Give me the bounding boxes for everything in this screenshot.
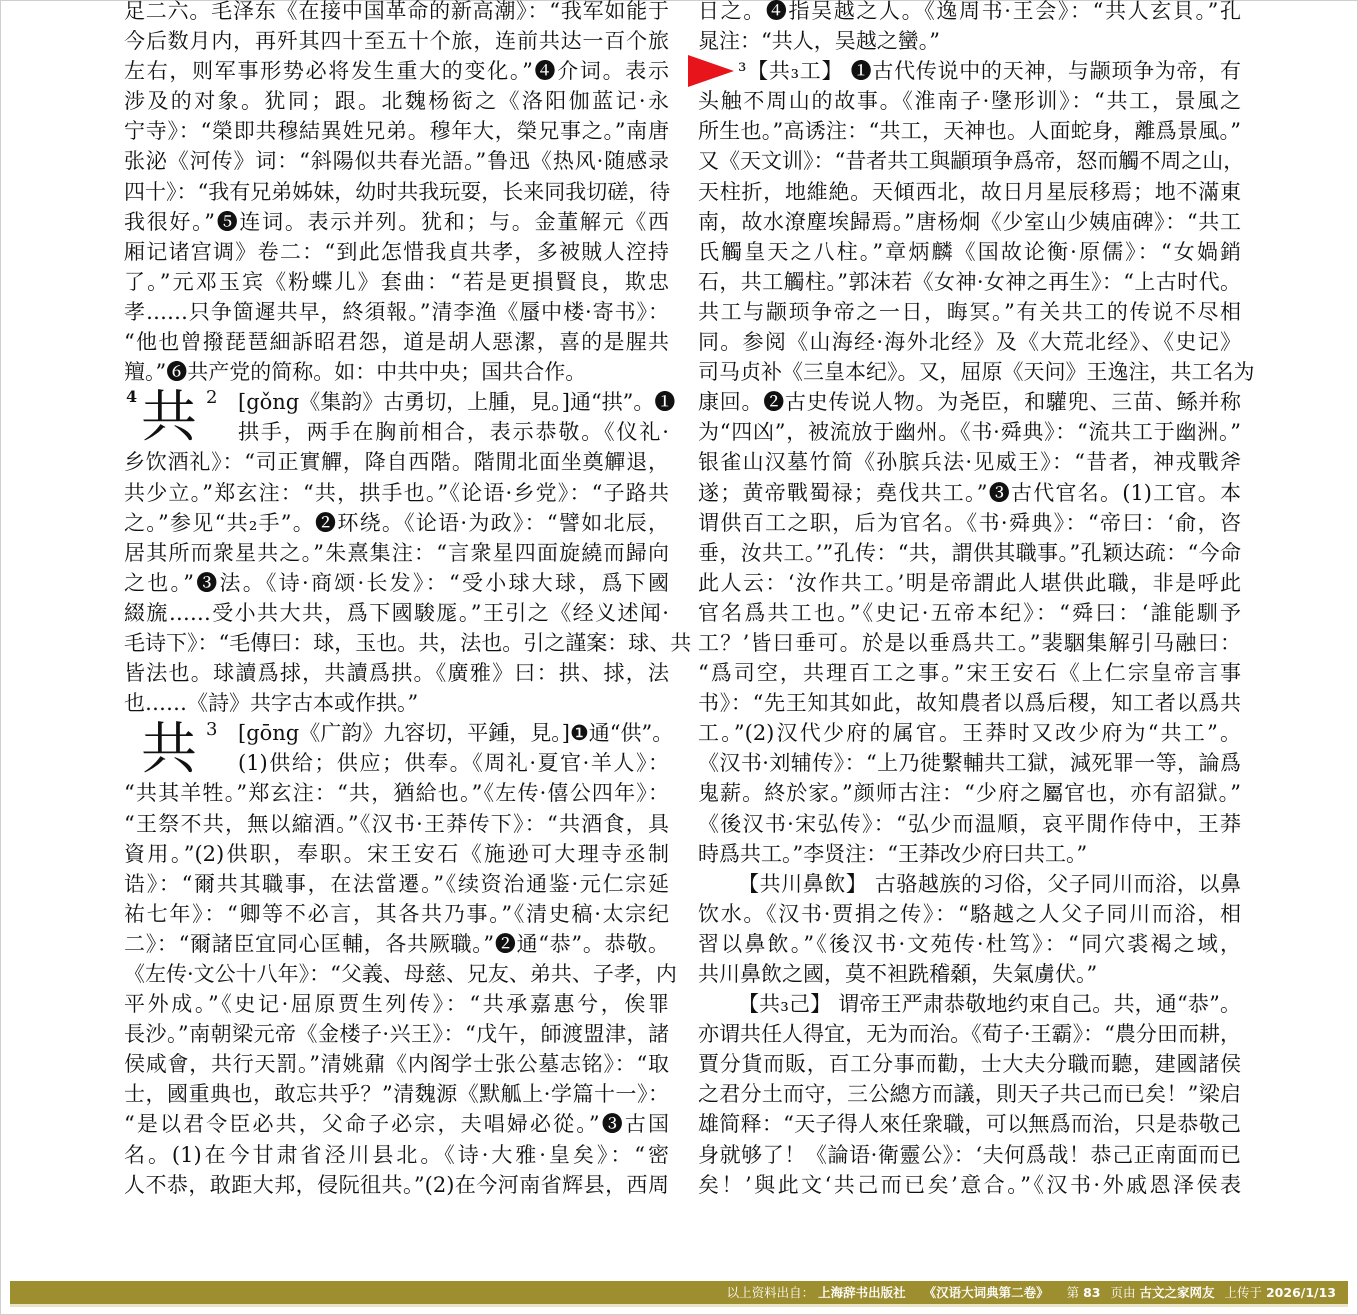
- text-line: 雄简释：“天子得人來任衆職，可以無爲而治，只是恭敬己: [698, 1112, 1241, 1137]
- upload-label: 上传于: [1224, 1285, 1262, 1300]
- text-line: 又《天文训》：“昔者共工與顓頊争爲帝，怒而觸不周之山，: [698, 149, 1245, 174]
- text-line: “是以君令臣必共，父命子必宗，夫唱婦必從。”❸古国: [124, 1112, 669, 1137]
- text-line: 饮水。《汉书·贾捐之传》：“駱越之人父子同川而浴，相: [698, 901, 1241, 926]
- text-line: “爲司空，共理百工之事。”宋王安石《上仁宗皇帝言事: [698, 661, 1241, 686]
- headword-char: 共: [141, 717, 197, 782]
- text-line: 之也。”❸法。《诗·商颂·长发》：“受小球大球，爲下國: [124, 570, 669, 595]
- text-line: 天柱折，地維絶。天傾西北，故日月星辰移焉；地不滿東: [698, 179, 1241, 204]
- text-line: 晁注：“共人，吴越之蠻。”: [698, 29, 940, 54]
- text-line: 習以鼻飲。”《後汉书·文苑传·杜笃》：“同穴裘褐之域，: [698, 931, 1241, 956]
- text-line: 康回。❷古史传说人物。为尧臣，和驩兜、三苗、鲧并称: [698, 390, 1241, 415]
- text-line: 四十》：“我有兄弟姊妹，幼时共我玩耍，长来同我切磋，待: [124, 179, 671, 204]
- text-line: 同。参阅《山海经·海外北经》及《大荒北经》、《史记》: [698, 330, 1241, 355]
- text-line: 氏觸皇天之八柱。”章炳麟《国故论衡·原儒》：“女媧銷: [698, 239, 1241, 264]
- source-footer: [10, 1281, 1348, 1304]
- upload-date: 2026/1/13: [1265, 1285, 1336, 1300]
- text-line: (1)供给；供应；供奉。《周礼·夏官·羊人》：: [238, 751, 669, 776]
- text-line: 綴旒……受小共大共，爲下國駿厖。”王引之《经义述闻·: [124, 600, 669, 625]
- text-line: 孝……只争箇遲共早，終須報。”清李渔《蜃中楼·寄书》：: [124, 299, 669, 324]
- text-line: 人不恭，敢距大邦，侵阮徂共。”(2)在今河南省辉县，西周: [124, 1172, 669, 1197]
- text-line: 银雀山汉墓竹简《孙膑兵法·见威王》：“昔者，神戎戰斧: [698, 450, 1241, 475]
- right-column: [698, 0, 1255, 1200]
- headword-superscript: 3: [206, 719, 218, 740]
- footer-shadow: [10, 1304, 1348, 1307]
- text-line: 诰》：“爾共其職事，在法當遷。”《续资治通鉴·元仁宗延: [124, 871, 669, 896]
- text-line: “他也曾撥琵琶細訴昭君怨，道是胡人惡潔，喜的是腥共: [124, 330, 669, 355]
- text-line: 共少立。”郑玄注：“共，拱手也。”《论语·乡党》：“子路共: [124, 480, 669, 505]
- page-suffix: 页由: [1110, 1285, 1136, 1300]
- source-label: 以上资料出自：: [726, 1285, 815, 1300]
- text-line: 宁寺》：“榮即共穆結異姓兄弟。穆年大，榮兄事之。”南唐: [124, 119, 669, 144]
- text-line: 之。”参见“共₂手”。❷环绕。《论语·为政》：“譬如北辰，: [124, 510, 669, 535]
- text-line: [gōng《广韵》九容切，平鍾，見。]❶通“供”。: [238, 721, 674, 746]
- text-line: ³【共₃工】 ❶古代传说中的天神，与颛顼争为帝，有: [738, 59, 1241, 84]
- text-line: 谓供百工之职，后为官名。《书·舜典》：“帝曰：‘俞，咨: [698, 510, 1241, 535]
- text-line: “王祭不共，無以縮酒。”《汉书·王莽传下》：“共酒食，具: [124, 811, 669, 836]
- text-line: 名。(1)在今甘肃省泾川县北。《诗·大雅·皇矣》：“密: [124, 1142, 669, 1167]
- text-line: 所生也。”高诱注：“共工，天神也。人面蛇身，離爲景風。”: [698, 119, 1241, 144]
- text-line: 也……《詩》共字古本或作拱。”: [124, 691, 419, 716]
- text-line: 此人云：‘汝作共工。’明是帝謂此人堪供此職，非是呼此: [698, 570, 1241, 595]
- text-line: 厢记诸宫调》卷二：“到此怎惜我貞共孝，多被賊人涳持: [124, 239, 669, 264]
- text-line: 賈分貨而販，百工分事而勸，士大夫分職而聽，建國諸侯: [698, 1052, 1241, 1077]
- text-line: 左右，则军事形势必将发生重大的变化。”❹介词。表示: [124, 59, 669, 84]
- left-column: [124, 0, 692, 1200]
- page-prefix: 第: [1066, 1285, 1080, 1300]
- text-line: 《後汉书·宋弘传》：“弘少而温順，哀平閒作侍中，王莽: [698, 811, 1241, 836]
- text-line: 遂；黄帝戰蜀禄；堯伐共工。”❸古代官名。(1)工官。本: [698, 480, 1241, 505]
- text-line: 《汉书·刘辅传》：“上乃徙繫輔共工獄，減死罪一等，論爲: [698, 751, 1241, 776]
- text-line: 士，國重典也，敢忘共乎？”清魏源《默觚上·学篇十一》：: [124, 1082, 669, 1107]
- headword-superscript: 2: [206, 387, 218, 408]
- text-line: 羶。”❻共产党的简称。如：中共中央；国共合作。: [124, 360, 587, 385]
- text-line: 時爲共工。”李贤注：“王莽改少府曰共工。”: [698, 841, 1088, 866]
- text-line: 石，共工觸柱。”郭沫若《女神·女神之再生》：“上古时代。: [698, 269, 1241, 294]
- text-line: 毛诗下》：“毛傳曰：球，玉也。共，法也。引之謹案：球、共: [124, 630, 692, 655]
- text-line: 《左传·文公十八年》：“父義、母慈、兄友、弟共、子孝，内: [124, 962, 677, 986]
- text-line: 矣！’與此文‘共己而已矣’意合。”《汉书·外戚恩泽侯表: [698, 1172, 1241, 1197]
- text-line: 長沙。”南朝梁元帝《金楼子·兴王》：“戊午，師渡盟津，諸: [124, 1022, 669, 1047]
- text-line: 了。”元邓玉宾《粉蝶儿》套曲：“若是更損賢良，欺忠: [124, 269, 669, 294]
- text-line: 头触不周山的故事。《淮南子·墬形训》：“共工，景風之: [698, 89, 1241, 114]
- text-line: 日之。❹指吴越之人。《逸周书·王会》：“共人玄貝。”孔: [698, 0, 1241, 23]
- text-line: 书》：“先王知其如此，故知農者以爲后稷，知工者以爲共: [698, 691, 1241, 716]
- text-line: 身就够了！《論语·衛靈公》：‘夫何爲哉！恭己正南面而已: [698, 1142, 1241, 1167]
- text-line: 我很好。”❺连词。表示并列。犹和；与。金董解元《西: [124, 209, 669, 234]
- text-line: 【共₃己】 谓帝王严肃恭敬地约束自己。共，通“恭”。: [738, 992, 1241, 1017]
- text-line: 垂，汝共工。’”孔传：“共，謂供其職事。”孔颖达疏：“今命: [698, 540, 1241, 565]
- text-line: 工？’皆曰垂可。於是以垂爲共工。”裴駰集解引马融曰：: [698, 630, 1241, 655]
- text-line: 侯咸會，共行天罰。”清姚鼐《内阁学士张公墓志铭》：“取: [124, 1052, 669, 1077]
- text-line: 拱手，两手在胸前相合，表示恭敬。《仪礼·: [238, 420, 669, 445]
- text-line: 之君分土而守，三公總方而議，則天子共己而已矣！”梁启: [698, 1082, 1241, 1107]
- text-line: 平外成。”《史记·屈原贾生列传》：“共承嘉惠兮，俟罪: [124, 992, 669, 1017]
- text-line: 为“四凶”，被流放于幽州。《书·舜典》：“流共工于幽洲。”: [698, 420, 1241, 445]
- text-line: 【共川鼻飲】 古骆越族的习俗，父子同川而浴，以鼻: [738, 871, 1241, 896]
- entry-number: 4: [126, 387, 138, 406]
- text-line: 居其所而衆星共之。”朱熹集注：“言衆星四面旋繞而歸向: [124, 540, 669, 565]
- text-line: 今后数月内，再歼其四十至五十个旅，连前共达一百个旅: [124, 29, 669, 54]
- text-line: 足二六。毛泽东《在接中国革命的新高潮》：“我军如能于: [124, 0, 669, 23]
- text-line: 祐七年》：“卿等不必言，其各共乃事。”《清史稿·太宗纪: [124, 901, 669, 926]
- headword-char: 共: [141, 385, 197, 450]
- uploader: 古文之家网友: [1139, 1285, 1215, 1300]
- text-line: 共工与颛顼争帝之一日，晦冥。”有关共工的传说不尽相: [698, 299, 1241, 324]
- publisher: 上海辞书出版社: [818, 1285, 906, 1300]
- red-pointer-arrow-icon: [688, 55, 734, 87]
- page-number: 83: [1083, 1285, 1101, 1300]
- text-line: 二》：“爾諸臣宜同心匡輔，各共厥職。”❷通“恭”。恭敬。: [124, 931, 669, 956]
- text-line: 資用。”(2)供职，奉职。宋王安石《施逊可大理寺丞制: [124, 841, 669, 866]
- text-line: 皆法也。球讀爲捄，共讀爲拱。《廣雅》曰：拱、捄，法: [124, 661, 669, 686]
- text-line: 工。”(2)汉代少府的属官。王莽时又改少府为“共工”。: [698, 721, 1241, 746]
- text-line: 共川鼻飲之國，莫不袒跣稽顙，失氣虜伏。”: [698, 962, 1098, 986]
- text-line: 张泌《河传》词：“斜陽似共春光語。”鲁迅《热风·随感录: [124, 149, 669, 174]
- text-line: 司马贞补《三皇本纪》。又，屈原《天问》王逸注，共工名为: [698, 360, 1255, 385]
- book-title: 《汉语大词典第二卷》: [923, 1285, 1049, 1300]
- text-line: 乡饮酒礼》：“司正實觶，降自西階。階閒北面坐奠觶退，: [124, 450, 669, 475]
- text-line: 涉及的对象。犹同；跟。北魏杨衒之《洛阳伽蓝记·永: [124, 89, 669, 114]
- text-line: 亦谓共任人得宜，无为而治。《荀子·王霸》：“農分田而耕，: [698, 1022, 1241, 1047]
- text-line: 鬼薪。終於家。”颜师古注：“少府之屬官也，亦有詔獄。”: [698, 781, 1241, 806]
- text-line: 南，故水潦塵埃歸焉。”唐杨炯《少室山少姨庙碑》：“共工: [698, 209, 1241, 234]
- text-line: 官名爲共工也。”《史记·五帝本纪》：“舜曰：‘誰能馴予: [698, 600, 1241, 625]
- text-line: “共其羊牲。”郑玄注：“共，猶給也。”《左传·僖公四年》：: [124, 781, 669, 806]
- text-line: [gǒng《集韵》古勇切，上腫，見。]通“拱”。❶: [238, 390, 676, 415]
